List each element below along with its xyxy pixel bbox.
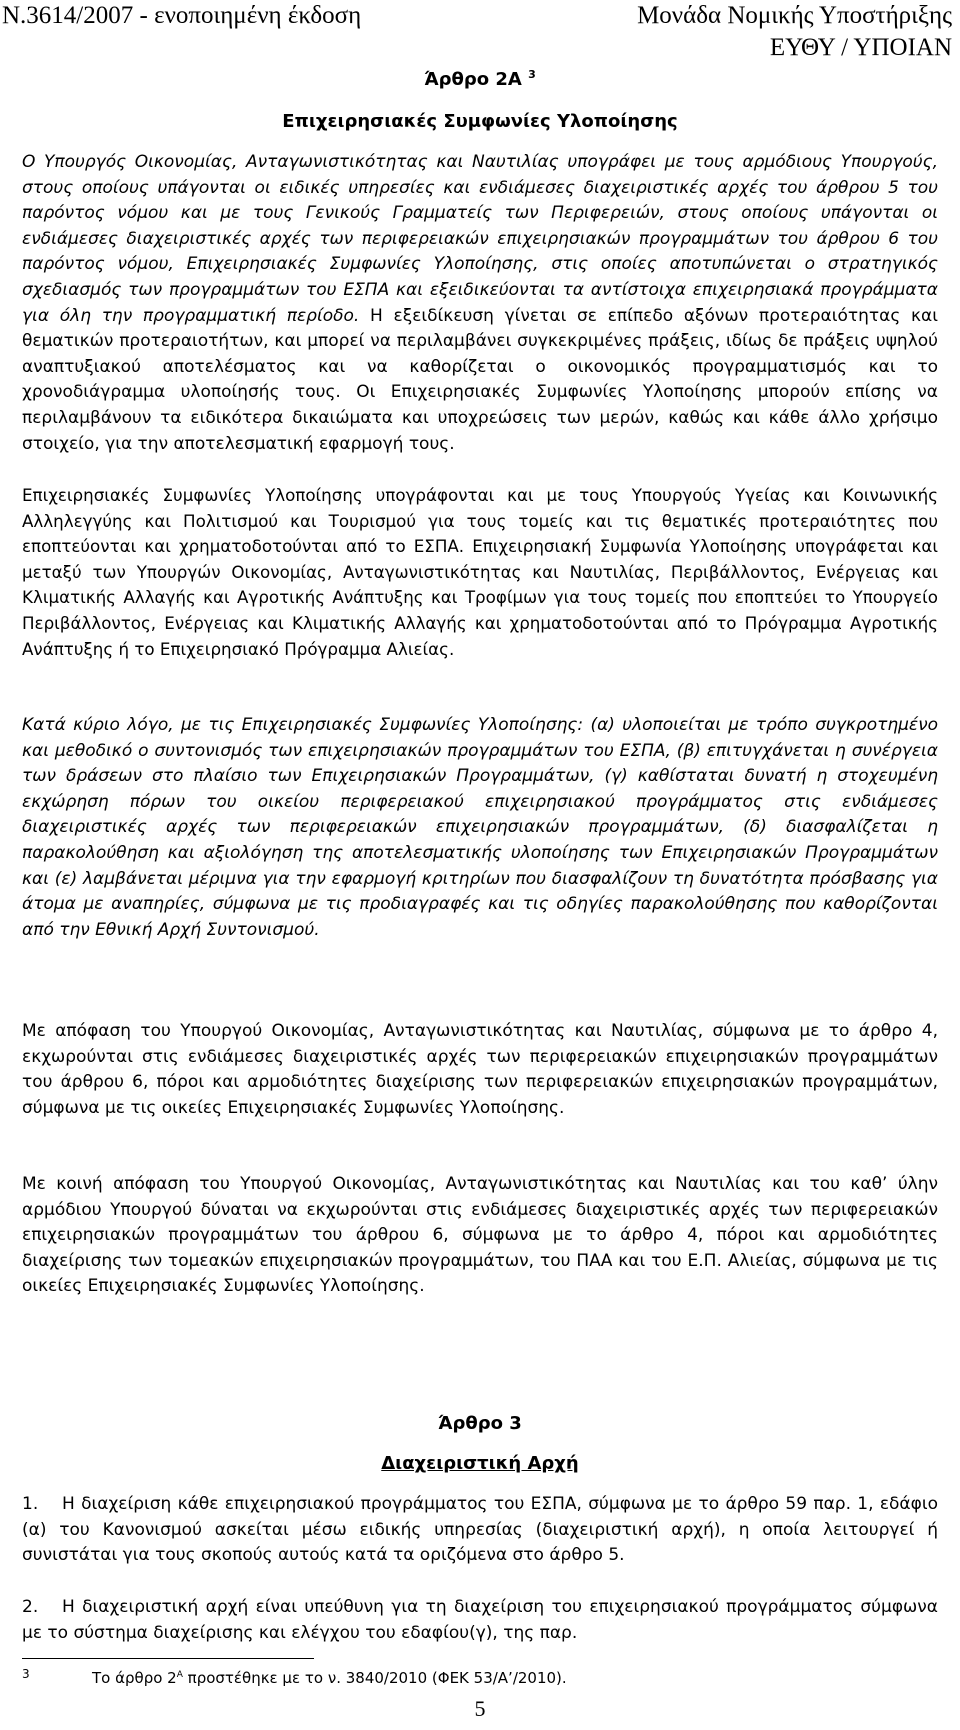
item-number: 2. <box>22 1597 39 1617</box>
header-right <box>637 0 952 64</box>
footnote-mark: 3 <box>22 1667 30 1681</box>
page-number: 5 <box>474 1696 486 1721</box>
paragraph-1-rest: Η εξειδίκευση γίνεται σε επίπεδο αξόνων προτεραιότητας και θεματικών προτεραιοτήτων, και μπορεί να περιλαμβάνει συγκεκριμένες πράξεις, ιδίως δε πράξεις υψηλού αναπτυξιακού αποτελέσματος και να καθορίζεται ο οικονομικός προγραμματισμός και το χρονοδιάγραμμα υλοποίησής τους. Οι Επιχειρησιακές Συμφωνίες Υλοποίησης μπορούν επίσης να περιλαμβάνουν τα ειδικότερα δικαιώματα και υποχρεώσεις των μερών, καθώς και κάθε άλλο χρήσιμο στοιχείο, για την αποτελεσματική εφαρμογή τους. <box>22 305 938 454</box>
article-2a-paragraph-2: Επιχειρησιακές Συμφωνίες Υλοποίησης υπογράφονται και με τους Υπουργούς Υγείας και Κοινωνικής Αλληλεγγύης και Πολιτισμού και Τουρισμού για τους τομείς και τις θεματικές προτεραιότητες που εποπτεύονται και χρηματοδοτούνται από το ΕΣΠΑ. Επιχειρησιακή Συμφωνία Υλοποίησης υπογράφεται και μεταξύ των Υπουργών Οικονομίας, Ανταγωνιστικότητας και Ναυτιλίας, Περιβάλλοντος, Ενέργειας και Κλιματικής Αλλαγής και Αγροτικής Ανάπτυξης και Τροφίμων για τους τομείς που εποπτεύει το Υπουργείο Περιβάλλοντος, Ενέργειας και Κλιματικής Αλλαγής και χρηματοδοτούνται από το Πρόγραμμα Αγροτικής Ανάπτυξης ή το Επιχειρησιακό Πρόγραμμα Αλιείας. <box>22 485 938 659</box>
article-2a-paragraph-5: Με κοινή απόφαση του Υπουργού Οικονομίας, Ανταγωνιστικότητας και Ναυτιλίας και του καθ’ ύλην αρμόδιου Υπουργού δύναται να εκχωρούνται στις ενδιάμεσες διαχειριστικές αρχές των περιφερειακών επιχειρησιακών προγραμμάτων του άρθρου 6, σύμφωνα με το άρθρο 4, πόροι και αρμοδιότητες διαχείρισης των τομεακών επιχειρησιακών προγραμμάτων, του ΠΑΑ και του Ε.Π. Αλιείας, σύμφωνα με τις οικείες Επιχειρησιακές Συμφωνίες Υλοποίησης. <box>22 1174 938 1297</box>
header-right-line2: ΕΥΘΥ / ΥΠΟΙΑΝ <box>769 34 952 61</box>
footnote <box>22 1667 938 1689</box>
article-2a-paragraph-1 <box>22 150 938 457</box>
footnote-separator <box>22 1658 314 1659</box>
item-text: Η διαχείριση κάθε επιχειρησιακού προγράμματος του ΕΣΠΑ, σύμφωνα με το άρθρο 59 παρ. 1, εδάφιο (α) του Κανονισμού ασκείται μέσω ειδικής υπηρεσίας (διαχειριστική αρχή), η οποία λειτουργεί ή συνιστάται για τους σκοπούς αυτούς κατά τα οριζόμενα στο άρθρο 5. <box>22 1494 938 1566</box>
header-left: Ν.3614/2007 - ενοποιημένη έκδοση <box>2 2 362 29</box>
item-text: Η διαχειριστική αρχή είναι υπεύθυνη για τη διαχείριση του επιχειρησιακού προγράμματος σύμφωνα με το σύστημα διαχείρισης και ελέγχου του εδαφίου(γ), της παρ. <box>22 1597 938 1643</box>
item-number: 1. <box>22 1494 39 1514</box>
article-2a-title-text: Άρθρο 2Α <box>424 69 522 90</box>
article-3-subtitle-text: Διαχειριστική Αρχή <box>381 1453 579 1474</box>
paragraph-1-italic: Ο Υπουργός Οικονομίας, Ανταγωνιστικότητας και Ναυτιλίας υπογράφει με τους αρμόδιους Υπουργούς, στους οποίους υπάγονται οι ειδικές υπηρεσίες και ενδιάμεσες διαχειριστικές αρχές του άρθρου 5 του παρόντος νόμου και με τους Γενικούς Γραμματείς των Περιφερειών, στους οποίους υπάγονται οι ενδιάμεσες διαχειριστικές αρχές των περιφερειακών επιχειρησιακών προγραμμάτων του άρθρου 6 του παρόντος νόμου, Επιχειρησιακές Συμφωνίες Υλοποίησης, στις οποίες αποτυπώνεται ο στρατηγικός σχεδιασμός των προγραμμάτων του ΕΣΠΑ και εξειδικεύονται τα αντίστοιχα επιχειρησιακά προγράμματα για όλη την προγραμματική περίοδο. <box>22 152 938 326</box>
article-2a-subtitle: Επιχειρησιακές Συμφωνίες Υλοποίησης <box>282 111 678 132</box>
article-2a-title <box>0 68 960 92</box>
article-2a-paragraph-3: Κατά κύριο λόγο, με τις Επιχειρησιακές Συμφωνίες Υλοποίησης: (α) υλοποιείται με τρόπο συγκροτημένο και μεθοδικό ο συντονισμός των επιχειρησιακών προγραμμάτων του ΕΣΠΑ, (β) επιτυγχάνεται η συνέργεια των δράσεων στο πλαίσιο των Επιχειρησιακών Προγραμμάτων, (γ) καθίσταται δυνατή η στοχευμένη εκχώρηση πόρων του οικείου περιφερειακού επιχειρησιακού προγράμματος στις ενδιάμεσες διαχειριστικές αρχές των περιφερειακών επιχειρησιακών προγραμμάτων, (δ) διασφαλίζεται η παρακολούθηση και αξιολόγηση της αποτελεσματικής υλοποίησης των Επιχειρησιακών Προγραμμάτων και (ε) λαμβάνεται μέριμνα για την εφαρμογή κριτηρίων που διασφαλίζουν τη δυνατότητα πρόσβασης για άτομα με αναπηρίες, σύμφωνα με τις προδιαγραφές και τις οδηγίες παρακολούθησης που καθορίζονται από την Εθνική Αρχή Συντονισμού. <box>22 715 938 940</box>
article-3-item-2 <box>22 1595 938 1646</box>
footnote-text-after: προστέθηκε με το ν. 3840/2010 (ΦΕΚ 53/Α’/2010). <box>182 1669 567 1687</box>
article-2a-paragraph-4: Με απόφαση του Υπουργού Οικονομίας, Ανταγωνιστικότητας και Ναυτιλίας, σύμφωνα με το άρθρο 4, εκχωρούνται στις ενδιάμεσες διαχειριστικές αρχές των περιφερειακών επιχειρησιακών προγραμμάτων του άρθρου 6, πόροι και αρμοδιότητες διαχείρισης των περιφερειακών επιχειρησιακών προγραμμάτων, σύμφωνα με τις οικείες Επιχειρησιακές Συμφωνίες Υλοποίησης. <box>22 1021 938 1118</box>
article-3-item-1 <box>22 1492 938 1569</box>
footnote-ref: 3 <box>528 68 536 81</box>
article-3-title: Άρθρο 3 <box>438 1413 522 1434</box>
article-3-subtitle <box>0 1452 960 1476</box>
header-right-line1: Μονάδα Νομικής Υποστήριξης <box>637 2 952 29</box>
footnote-text-sup: Α <box>176 1670 183 1680</box>
footnote-text-before: Το άρθρο 2 <box>92 1669 177 1687</box>
